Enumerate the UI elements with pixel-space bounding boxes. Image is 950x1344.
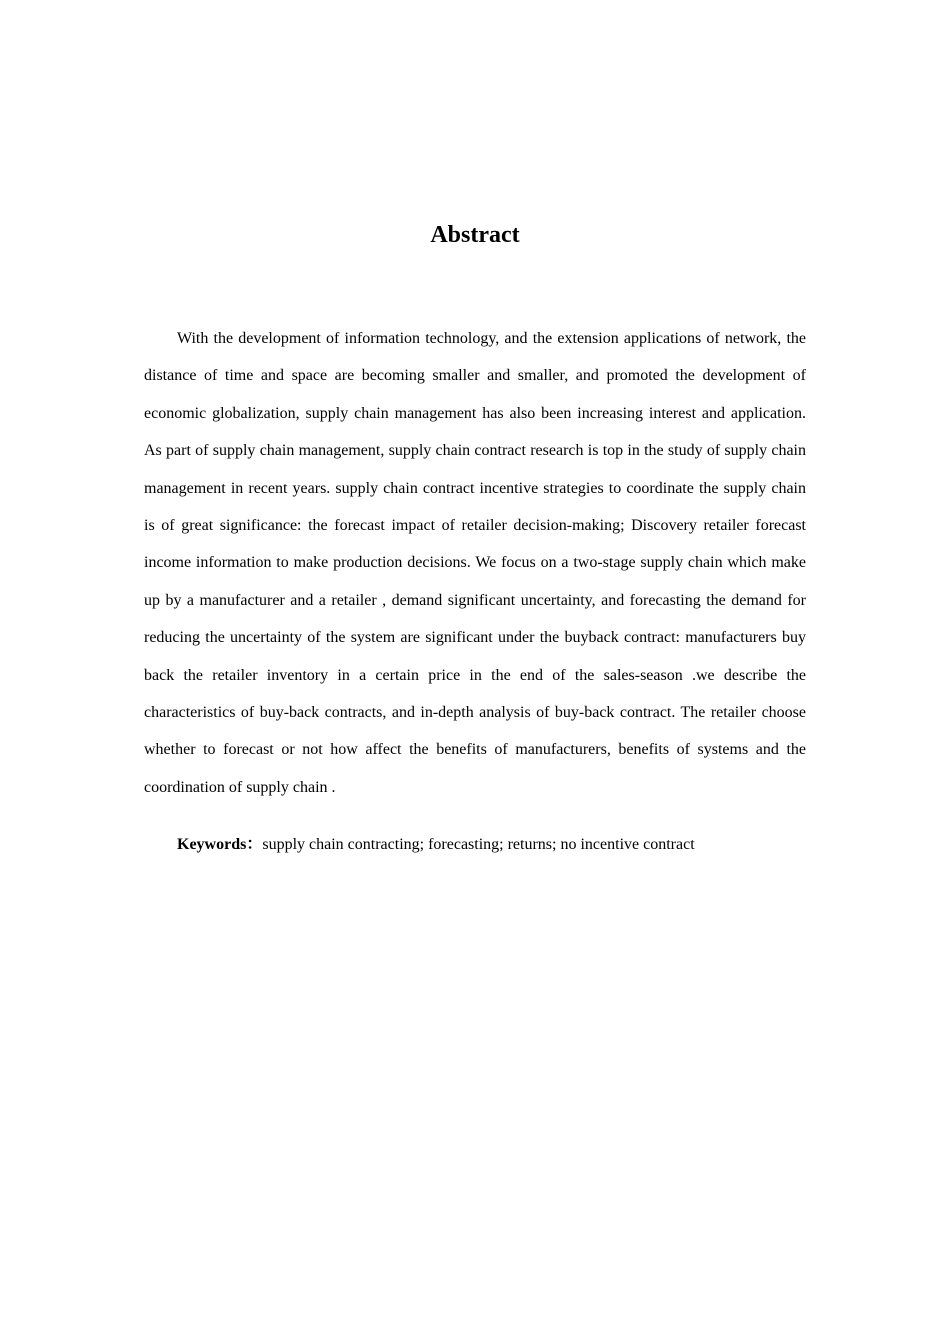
abstract-body: With the development of information technology, and the extension applications of network, the distance of time and space are becoming smaller and smaller, and promoted the development of economic globalization, supply chain management has also been increasing interest and application. As part of supply chain management, supply chain contract research is top in the study of supply chain management in recent years. supply chain contract incentive strategies to coordinate the supply chain is of great significance: the forecast impact of retailer decision-making; Discovery retailer forecast income information to make production decisions. We focus on a two-stage supply chain which make up by a manufacturer and a retailer , demand significant uncertainty, and forecasting the demand for reducing the uncertainty of the system are significant under the buyback contract: manufacturers buy back the retailer inventory in a certain price in the end of the sales-season .we describe the characteristics of buy-back contracts, and in-depth analysis of buy-back contract. The retailer choose whether to forecast or not how affect the benefits of manufacturers, benefits of systems and the coordination of supply chain . [144,330,806,796]
abstract-title: Abstract [430,222,520,248]
keywords-label: Keywords： [177,836,263,853]
keywords-text: supply chain contracting; forecasting; returns; no incentive contract [262,836,695,853]
keywords-line [177,828,817,862]
